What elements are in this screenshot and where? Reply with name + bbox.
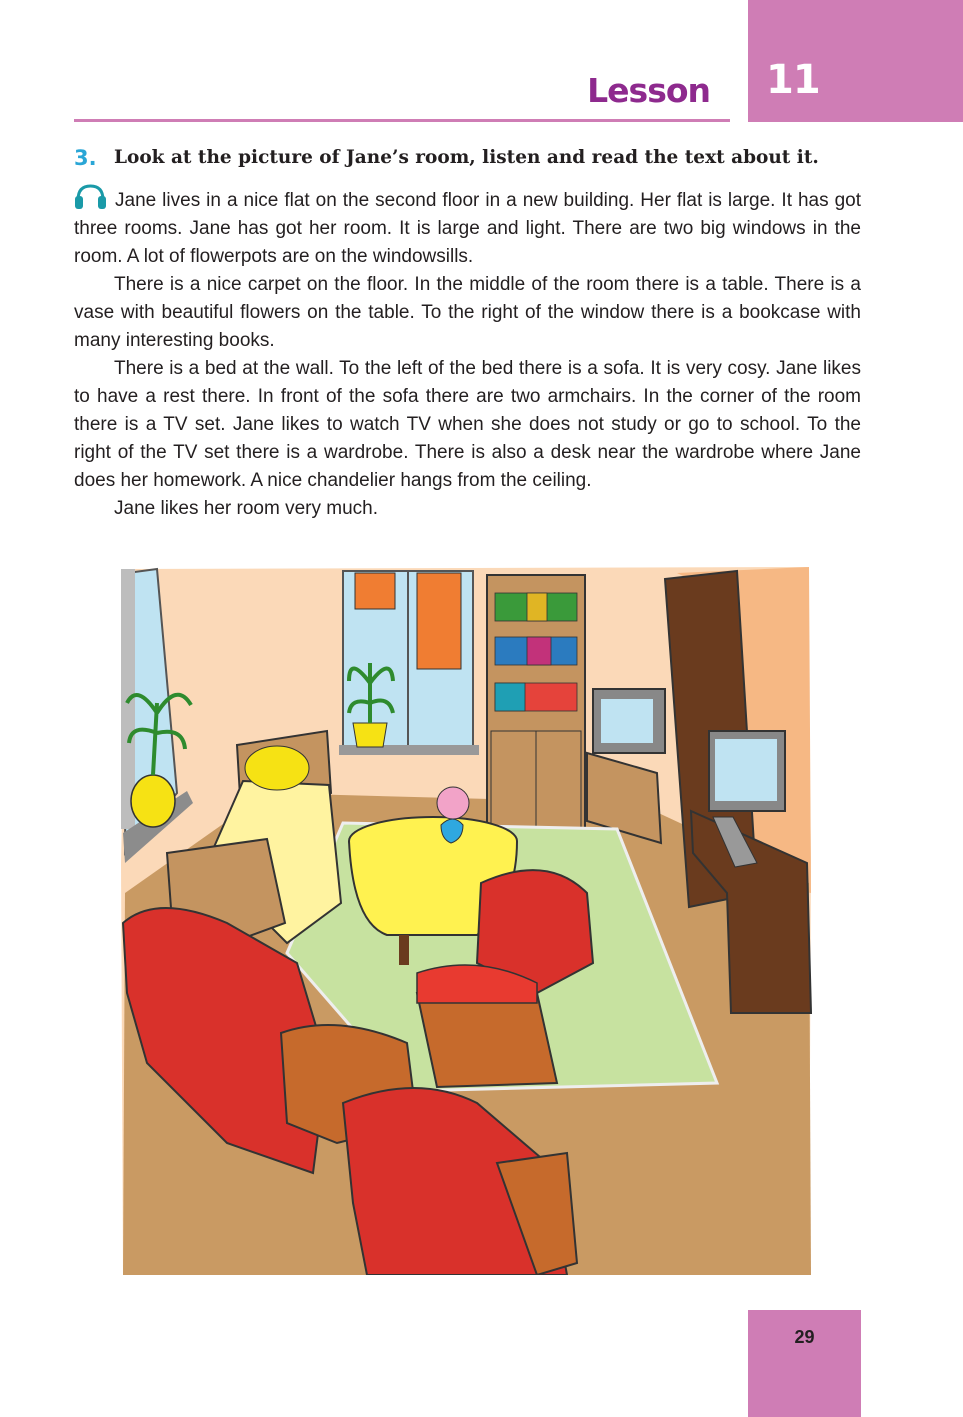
header-divider [74, 119, 730, 122]
bed-pillow [245, 746, 309, 790]
task-instruction: Look at the picture of Jane’s room, listen and read the text about it. [114, 147, 819, 168]
books [495, 593, 577, 711]
paragraph-4: Jane likes her room very much. [114, 498, 378, 519]
lesson-title: Lesson [587, 71, 710, 110]
reading-text [74, 184, 861, 523]
left-flowerpot [131, 775, 175, 827]
page-number: 29 [794, 1327, 815, 1347]
paragraph-3: There is a bed at the wall. To the left of the bed there is a sofa. It is very cosy. Jane likes to have a rest there. In front of the sofa there are two armchairs. In the corner of the room there is a TV set. Jane likes to watch TV when she does not study or go to school. To the right of the TV set there is a wardrobe. There is also a desk near the wardrobe where Jane does her homework. A nice chandelier hangs from the ceiling. [74, 358, 861, 491]
paragraph-2: There is a nice carpet on the floor. In the middle of the room there is a table. There is a vase with beautiful flowers on the table. To the right of the window there is a bookcase with many interesting books. [74, 274, 861, 351]
window-blind-right [417, 573, 461, 669]
lesson-number: 11 [766, 57, 820, 103]
task-number: 3. [74, 146, 97, 170]
armchair-back-seat [417, 993, 557, 1087]
room-illustration [117, 563, 814, 1275]
vase-flowers [437, 787, 469, 819]
paragraph-1 [74, 184, 861, 271]
window-flowerpot [353, 723, 387, 747]
headphones-icon [74, 184, 107, 210]
window-blind-left [355, 573, 395, 609]
table-leg [399, 935, 409, 965]
paragraph-1-text: Jane lives in a nice flat on the second floor in a new building. Her flat is large. It has got three rooms. Jane has got her room. It is large and light. There are two big windows in the room. A lot of flowerpots are on the windowsills. [74, 190, 861, 267]
